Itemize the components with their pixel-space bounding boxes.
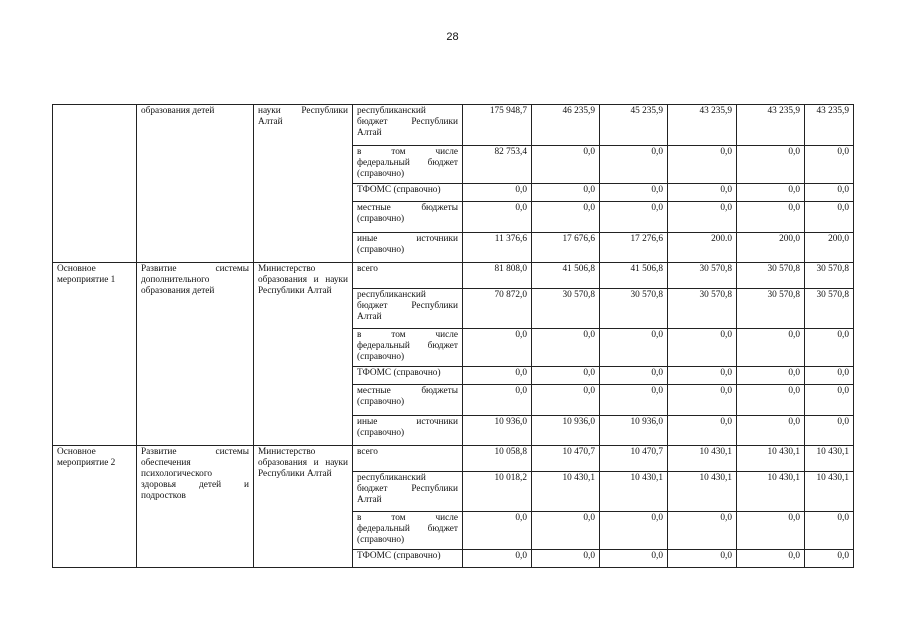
amount-cell: 0,0: [463, 512, 532, 550]
amount-cell: 30 570,8: [805, 263, 854, 289]
amount-cell: 41 506,8: [532, 263, 600, 289]
amount-cell: 45 235,9: [600, 105, 668, 146]
funding-source-cell: местные бюджеты (справочно): [353, 385, 463, 416]
amount-cell: 0,0: [668, 416, 737, 446]
amount-cell: 10 430,1: [805, 472, 854, 512]
amount-cell: 200.0: [668, 233, 737, 263]
amount-cell: 0,0: [600, 329, 668, 367]
amount-cell: 0,0: [737, 146, 805, 184]
amount-cell: 0,0: [463, 550, 532, 568]
program-title-cell: Развитие системы дополнительного образования детей: [137, 263, 254, 446]
amount-cell: 10 430,1: [668, 446, 737, 472]
amount-cell: 0,0: [668, 367, 737, 385]
amount-cell: 10 430,1: [805, 446, 854, 472]
amount-cell: 0,0: [805, 184, 854, 202]
amount-cell: 0,0: [805, 329, 854, 367]
amount-cell: 17 676,6: [532, 233, 600, 263]
funding-source-cell: в том числе федеральный бюджет (справочно): [353, 329, 463, 367]
funding-source-cell: в том числе федеральный бюджет (справочно): [353, 512, 463, 550]
measure-cell: [53, 105, 137, 263]
funding-source-cell: ТФОМС (справочно): [353, 367, 463, 385]
amount-cell: 30 570,8: [532, 289, 600, 329]
amount-cell: 30 570,8: [600, 289, 668, 329]
amount-cell: 0,0: [737, 550, 805, 568]
program-title-cell: образования детей: [137, 105, 254, 263]
amount-cell: 70 872,0: [463, 289, 532, 329]
executor-cell: науки Республики Алтай: [254, 105, 353, 263]
funding-source-cell: ТФОМС (справочно): [353, 184, 463, 202]
amount-cell: 0,0: [532, 550, 600, 568]
amount-cell: 30 570,8: [668, 263, 737, 289]
amount-cell: 10 058,8: [463, 446, 532, 472]
amount-cell: 0,0: [600, 550, 668, 568]
amount-cell: 0,0: [668, 385, 737, 416]
amount-cell: 10 470,7: [600, 446, 668, 472]
amount-cell: 0,0: [668, 512, 737, 550]
amount-cell: 43 235,9: [668, 105, 737, 146]
amount-cell: 0,0: [463, 367, 532, 385]
page-number: 28: [446, 31, 459, 43]
amount-cell: 0,0: [737, 512, 805, 550]
amount-cell: 0,0: [463, 202, 532, 233]
amount-cell: 0,0: [600, 385, 668, 416]
amount-cell: 0,0: [532, 367, 600, 385]
amount-cell: 0,0: [463, 329, 532, 367]
program-title-cell: Развитие системы обеспечения психологического здоровья детей и подростков: [137, 446, 254, 568]
amount-cell: 0,0: [805, 385, 854, 416]
amount-cell: 10 430,1: [668, 472, 737, 512]
amount-cell: 200,0: [805, 233, 854, 263]
amount-cell: 10 430,1: [600, 472, 668, 512]
amount-cell: 10 430,1: [737, 472, 805, 512]
amount-cell: 0,0: [600, 202, 668, 233]
table-row: [53, 105, 854, 146]
amount-cell: 46 235,9: [532, 105, 600, 146]
executor-cell: Министерство образования и науки Республики Алтай: [254, 263, 353, 446]
amount-cell: 0,0: [737, 329, 805, 367]
amount-cell: 41 506,8: [600, 263, 668, 289]
amount-cell: 30 570,8: [805, 289, 854, 329]
amount-cell: 0,0: [532, 184, 600, 202]
amount-cell: 0,0: [805, 512, 854, 550]
amount-cell: 10 936,0: [463, 416, 532, 446]
amount-cell: 10 470,7: [532, 446, 600, 472]
amount-cell: 0,0: [463, 385, 532, 416]
amount-cell: 200,0: [737, 233, 805, 263]
amount-cell: 0,0: [805, 550, 854, 568]
amount-cell: 0,0: [737, 184, 805, 202]
funding-source-cell: всего: [353, 263, 463, 289]
amount-cell: 82 753,4: [463, 146, 532, 184]
amount-cell: 10 430,1: [532, 472, 600, 512]
amount-cell: 81 808,0: [463, 263, 532, 289]
amount-cell: 0,0: [532, 385, 600, 416]
amount-cell: 43 235,9: [805, 105, 854, 146]
funding-source-cell: иные источники (справочно): [353, 233, 463, 263]
funding-source-cell: ТФОМС (справочно): [353, 550, 463, 568]
executor-cell: Министерство образования и науки Республики Алтай: [254, 446, 353, 568]
amount-cell: 0,0: [668, 184, 737, 202]
funding-source-cell: всего: [353, 446, 463, 472]
amount-cell: 0,0: [532, 146, 600, 184]
budget-table: [52, 104, 854, 568]
amount-cell: 30 570,8: [737, 263, 805, 289]
table-row: [53, 263, 854, 289]
amount-cell: 0,0: [532, 512, 600, 550]
amount-cell: 0,0: [737, 367, 805, 385]
amount-cell: 0,0: [805, 202, 854, 233]
amount-cell: 0,0: [532, 329, 600, 367]
amount-cell: 10 430,1: [737, 446, 805, 472]
amount-cell: 0,0: [463, 184, 532, 202]
amount-cell: 10 936,0: [600, 416, 668, 446]
measure-cell: Основное мероприятие 1: [53, 263, 137, 446]
amount-cell: 10 018,2: [463, 472, 532, 512]
amount-cell: 43 235,9: [737, 105, 805, 146]
funding-source-cell: республиканский бюджет Республики Алтай: [353, 472, 463, 512]
amount-cell: 0,0: [600, 512, 668, 550]
amount-cell: 11 376,6: [463, 233, 532, 263]
amount-cell: 0,0: [737, 202, 805, 233]
funding-source-cell: местные бюджеты (справочно): [353, 202, 463, 233]
amount-cell: 0,0: [600, 184, 668, 202]
amount-cell: 0,0: [668, 550, 737, 568]
amount-cell: 17 276,6: [600, 233, 668, 263]
amount-cell: 0,0: [668, 329, 737, 367]
amount-cell: 0,0: [668, 202, 737, 233]
funding-source-cell: иные источники (справочно): [353, 416, 463, 446]
amount-cell: 0,0: [737, 385, 805, 416]
amount-cell: 0,0: [532, 202, 600, 233]
funding-source-cell: республиканский бюджет Республики Алтай: [353, 105, 463, 146]
amount-cell: 0,0: [668, 146, 737, 184]
funding-source-cell: республиканский бюджет Республики Алтай: [353, 289, 463, 329]
amount-cell: 30 570,8: [668, 289, 737, 329]
amount-cell: 0,0: [600, 146, 668, 184]
amount-cell: 0,0: [737, 416, 805, 446]
amount-cell: 30 570,8: [737, 289, 805, 329]
amount-cell: 0,0: [805, 146, 854, 184]
amount-cell: 0,0: [805, 367, 854, 385]
amount-cell: 0,0: [600, 367, 668, 385]
amount-cell: 0,0: [805, 416, 854, 446]
table-row: [53, 446, 854, 472]
amount-cell: 10 936,0: [532, 416, 600, 446]
amount-cell: 175 948,7: [463, 105, 532, 146]
measure-cell: Основное мероприятие 2: [53, 446, 137, 568]
funding-source-cell: в том числе федеральный бюджет (справочно): [353, 146, 463, 184]
